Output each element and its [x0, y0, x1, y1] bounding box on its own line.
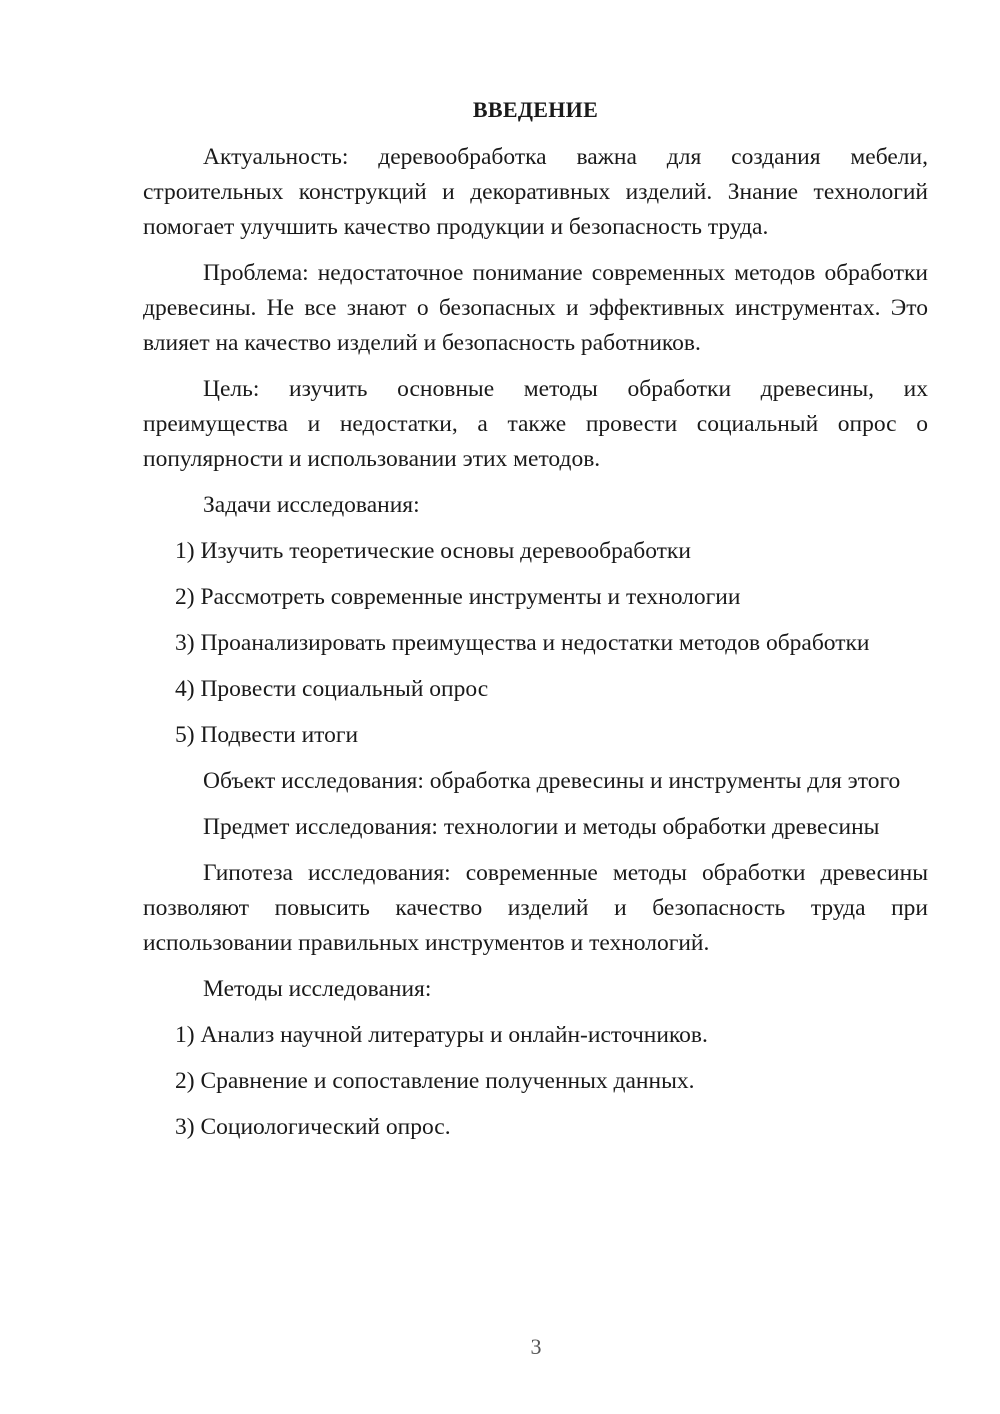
task-item: 2) Рассмотреть современные инструменты и технологии [175, 584, 741, 610]
task-item: 3) Проанализировать преимущества и недостатки методов обработки [175, 630, 870, 656]
page-content [143, 92, 928, 1156]
methods-list [143, 1018, 928, 1145]
page-number: 3 [530, 1334, 542, 1359]
tasks-list [143, 534, 928, 753]
method-item: 2) Сравнение и сопоставление полученных данных. [175, 1068, 695, 1094]
goal-paragraph: Цель: изучить основные методы обработки древесины, их преимущества и недостатки, а также провести социальный опрос о популярности и использовании этих методов. [143, 376, 928, 472]
tasks-title: Задачи исследования: [203, 492, 420, 518]
task-item: 5) Подвести итоги [175, 722, 359, 748]
section-heading: ВВЕДЕНИЕ [472, 97, 599, 122]
problem-paragraph: Проблема: недостаточное понимание современных методов обработки древесины. Не все знают о безопасных и эффективных инструментах. Это влияет на качество изделий и безопасность работников. [143, 260, 928, 356]
method-item: 3) Социологический опрос. [175, 1114, 451, 1140]
task-item: 4) Провести социальный опрос [175, 676, 489, 702]
hypothesis-paragraph: Гипотеза исследования: современные методы обработки древесины позволяют повысить качество изделий и безопасность труда при использовании правильных инструментов и технологий. [143, 860, 928, 956]
method-item: 1) Анализ научной литературы и онлайн-источников. [175, 1022, 708, 1048]
task-item: 1) Изучить теоретические основы деревообработки [175, 538, 691, 564]
object-paragraph: Объект исследования: обработка древесины и инструменты для этого [203, 768, 901, 794]
methods-title: Методы исследования: [203, 976, 432, 1002]
subject-paragraph: Предмет исследования: технологии и методы обработки древесины [203, 814, 880, 840]
relevance-paragraph: Актуальность: деревообработка важна для создания мебели, строительных конструкций и декоративных изделий. Знание технологий помогает улучшить качество продукции и безопасность труда. [143, 144, 928, 240]
